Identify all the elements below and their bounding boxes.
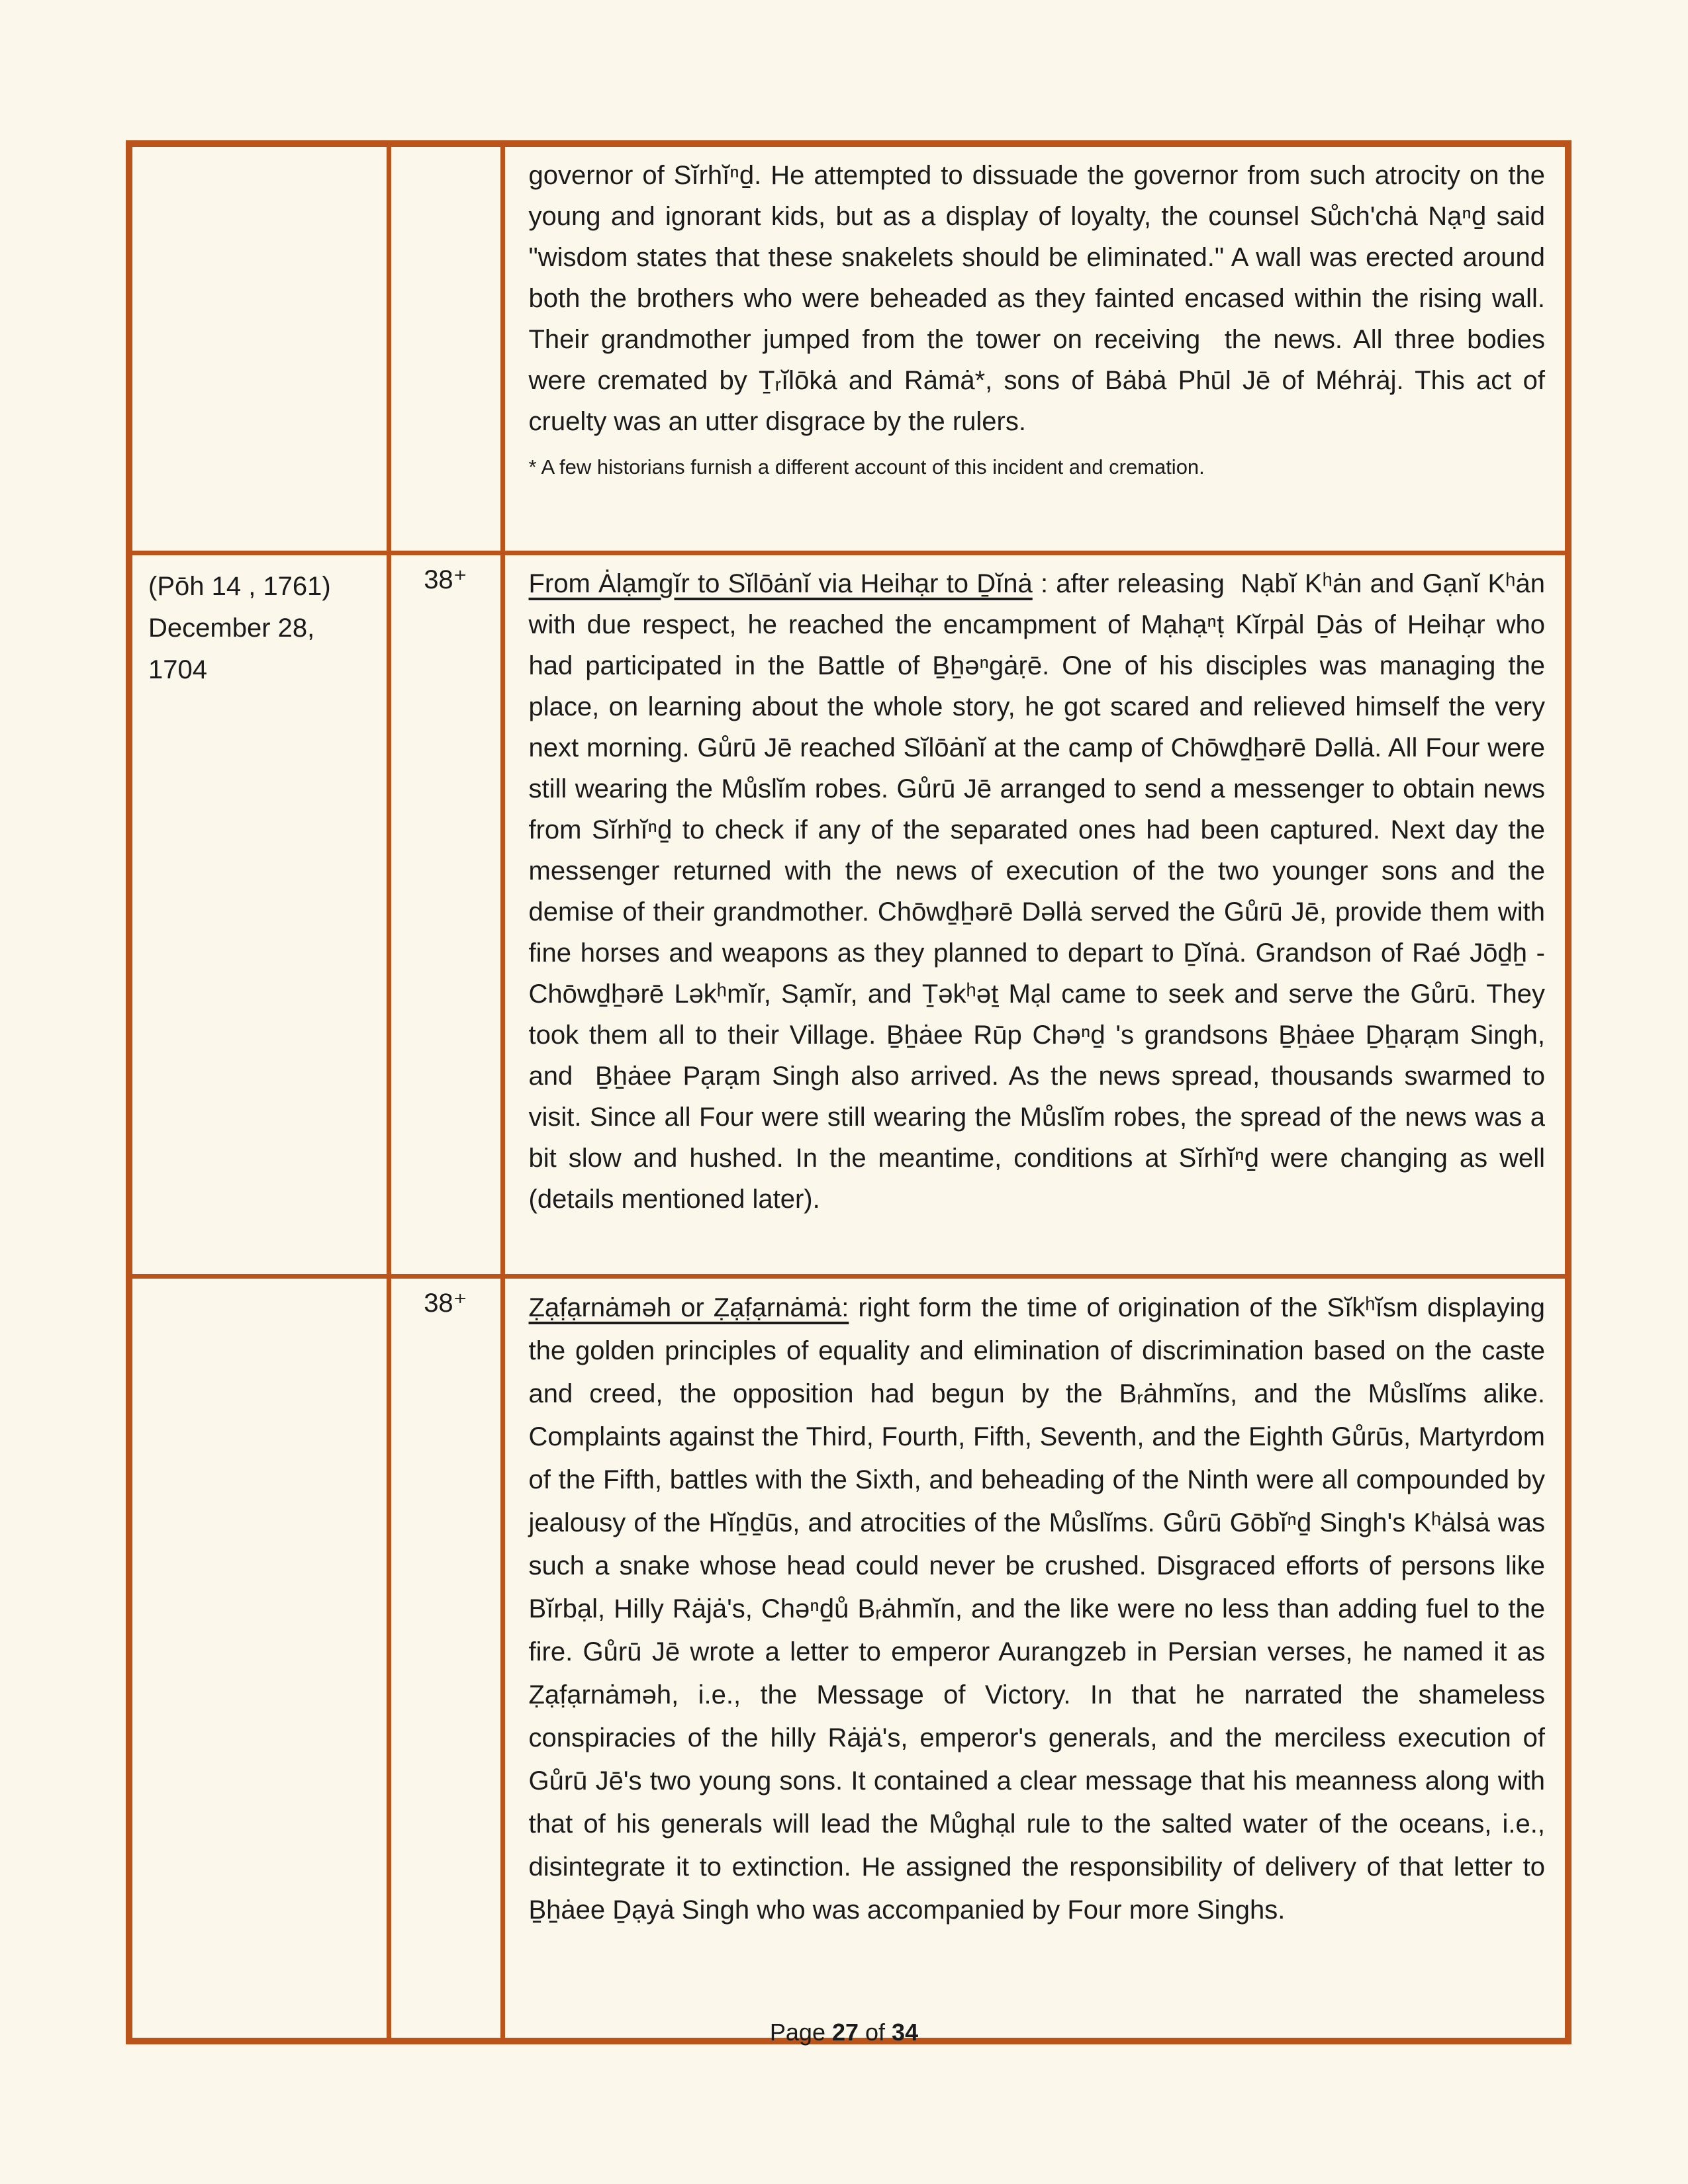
date-cell [129, 553, 389, 1276]
paragraph-text: : after releasing Nạbĭ Kʰȧn and Gạnĭ Kʰȧn with due respect, he reached the encampment of Mạhạⁿṭ Kĭrpȧl Ḏȧs of Heihạr who had participated in the Battle of B̠h̠əⁿgȧṛē. One of his disciples was managing the place, on learning about the whole story, he got scared and relieved himself the very next morning. Gůrū Jē reached Sĭlōȧnĭ at the camp of Chōwd̠h̠ərē Dəllȧ. All Four were still wearing the Můslĭm robes. Gůrū Jē arranged to send a messenger to obtain news from Sĭrhĭⁿd̠ to check if any of the separated ones had been captured. Next day the messenger returned with the news of execution of the two younger sons and the demise of their grandmother. Chōwd̠h̠ərē Dəllȧ served the Gůrū Jē, provide them with fine horses and weapons as they planned to depart to Ḏĭnȧ. Grandson of Raé Jōd̠h̠ - Chōwd̠h̠ərē Ləkʰmĭr, Sạmĭr, and Ṯəkʰəṯ Mạl came to seek and serve the Gůrū. They took them all to their Village. B̠h̠ȧee Rūp Chəⁿd̠ 's grandsons B̠h̠ȧee Ḏh̠ạrạm Singh, and B̠h̠ȧee Pạrạm Singh also arrived. As the news spread, thousands swarmed to visit. Since all Four were still wearing the Můslĭm robes, the spread of the news was a bit slow and hushed. In the meantime, conditions at Sĭrhĭⁿd̠ were changing as well (details mentioned later). [528, 569, 1545, 1214]
table-row [129, 1276, 1568, 2041]
entry-number-cell [389, 144, 502, 553]
date-cell [129, 1276, 389, 2041]
footer-of-label: of [859, 2019, 892, 2046]
narrative-paragraph [529, 563, 1546, 1220]
chronicle-table [126, 140, 1571, 2044]
narrative-cell [502, 144, 1568, 553]
page-footer [0, 2017, 1688, 2048]
date-line: 1704 [148, 655, 207, 684]
entry-number-cell: 38⁺ [389, 1276, 502, 2041]
table-row [129, 144, 1568, 553]
narrative-paragraph [529, 1287, 1546, 1932]
footnote-text [529, 453, 1546, 482]
paragraph-text: right form the time of origination of the Sĭkʰĭsm displaying the golden principles of equality and elimination of discrimination based on the caste and creed, the opposition had begun by the Bᵣȧhmĭns, and the Můslĭms alike. Complaints against the Third, Fourth, Fifth, Seventh, and the Eighth Gůrūs, Martyrdom of the Fifth, battles with the Sixth, and beheading of the Ninth were all compounded by jealousy of the Hĭn̠d̠ūs, and atrocities of the Můslĭms. Gůrū Gōbĭⁿd̠ Singh's Kʰȧlsȧ was such a snake whose head could never be crushed. Disgraced efforts of persons like Bĭrbạl, Hilly Rȧjȧ's, Chəⁿd̠ů Bᵣȧhmĭn, and the like were no less than adding fuel to the fire. Gůrū Jē wrote a letter to emperor Aurangzeb in Persian verses, he named it as Ẓạf̣ạrnȧməh, i.e., the Message of Victory. In that he narrated the shameless conspiracies of the hilly Rȧjȧ's, emperor's generals, and the merciless execution of Gůrū Jē's two young sons. It contained a clear message that his meanness along with that of his generals will lead the Můghạl rule to the salted water of the oceans, i.e., disintegrate it to extinction. He assigned the responsibility of delivery of that letter to B̠h̠ȧee Ḏạyȧ Singh who was accompanied by Four more Singhs. [528, 1293, 1545, 1925]
table-row [129, 553, 1568, 1276]
date-cell [129, 144, 389, 553]
footer-page-label: Page [769, 2019, 832, 2046]
entry-number-cell: 38⁺ [389, 553, 502, 1276]
date-line: (Pōh 14 , 1761) [148, 571, 331, 601]
underlined-heading: From Ȧlạmgĭr to Sĭlōȧnĭ via Heihạr to Ḏĭnȧ [528, 569, 1033, 598]
paragraph-text: governor of Sĭrhĭⁿd̠. He attempted to dissuade the governor from such atrocity on the young and ignorant kids, but as a display of loyalty, the counsel Sůch'chȧ Nạⁿd̠ said "wisdom states that these snakelets should be eliminated." A wall was erected around both the brothers who were beheaded as they fainted encased within the rising wall. Their grandmother jumped from the tower on receiving the news. All three bodies were cremated by Ṯᵣĭlōkȧ and Rȧmȧ*, sons of Bȧbȧ Phūl Jē of Méhrȧj. This act of cruelty was an utter disgrace by the rulers. [528, 161, 1545, 436]
date-line: December 28, [148, 613, 315, 643]
narrative-paragraph [529, 155, 1546, 442]
chronicle-table-body [129, 144, 1568, 2041]
footer-total-pages: 34 [892, 2019, 919, 2046]
underlined-heading: Ẓạf̣ạrnȧməh or Ẓạf̣ạrnȧmȧ: [528, 1293, 849, 1322]
paragraph-text: * A few historians furnish a different account of this incident and cremation. [528, 455, 1205, 478]
narrative-cell [502, 1276, 1568, 2041]
narrative-cell [502, 553, 1568, 1276]
footer-current-page: 27 [831, 2019, 859, 2046]
